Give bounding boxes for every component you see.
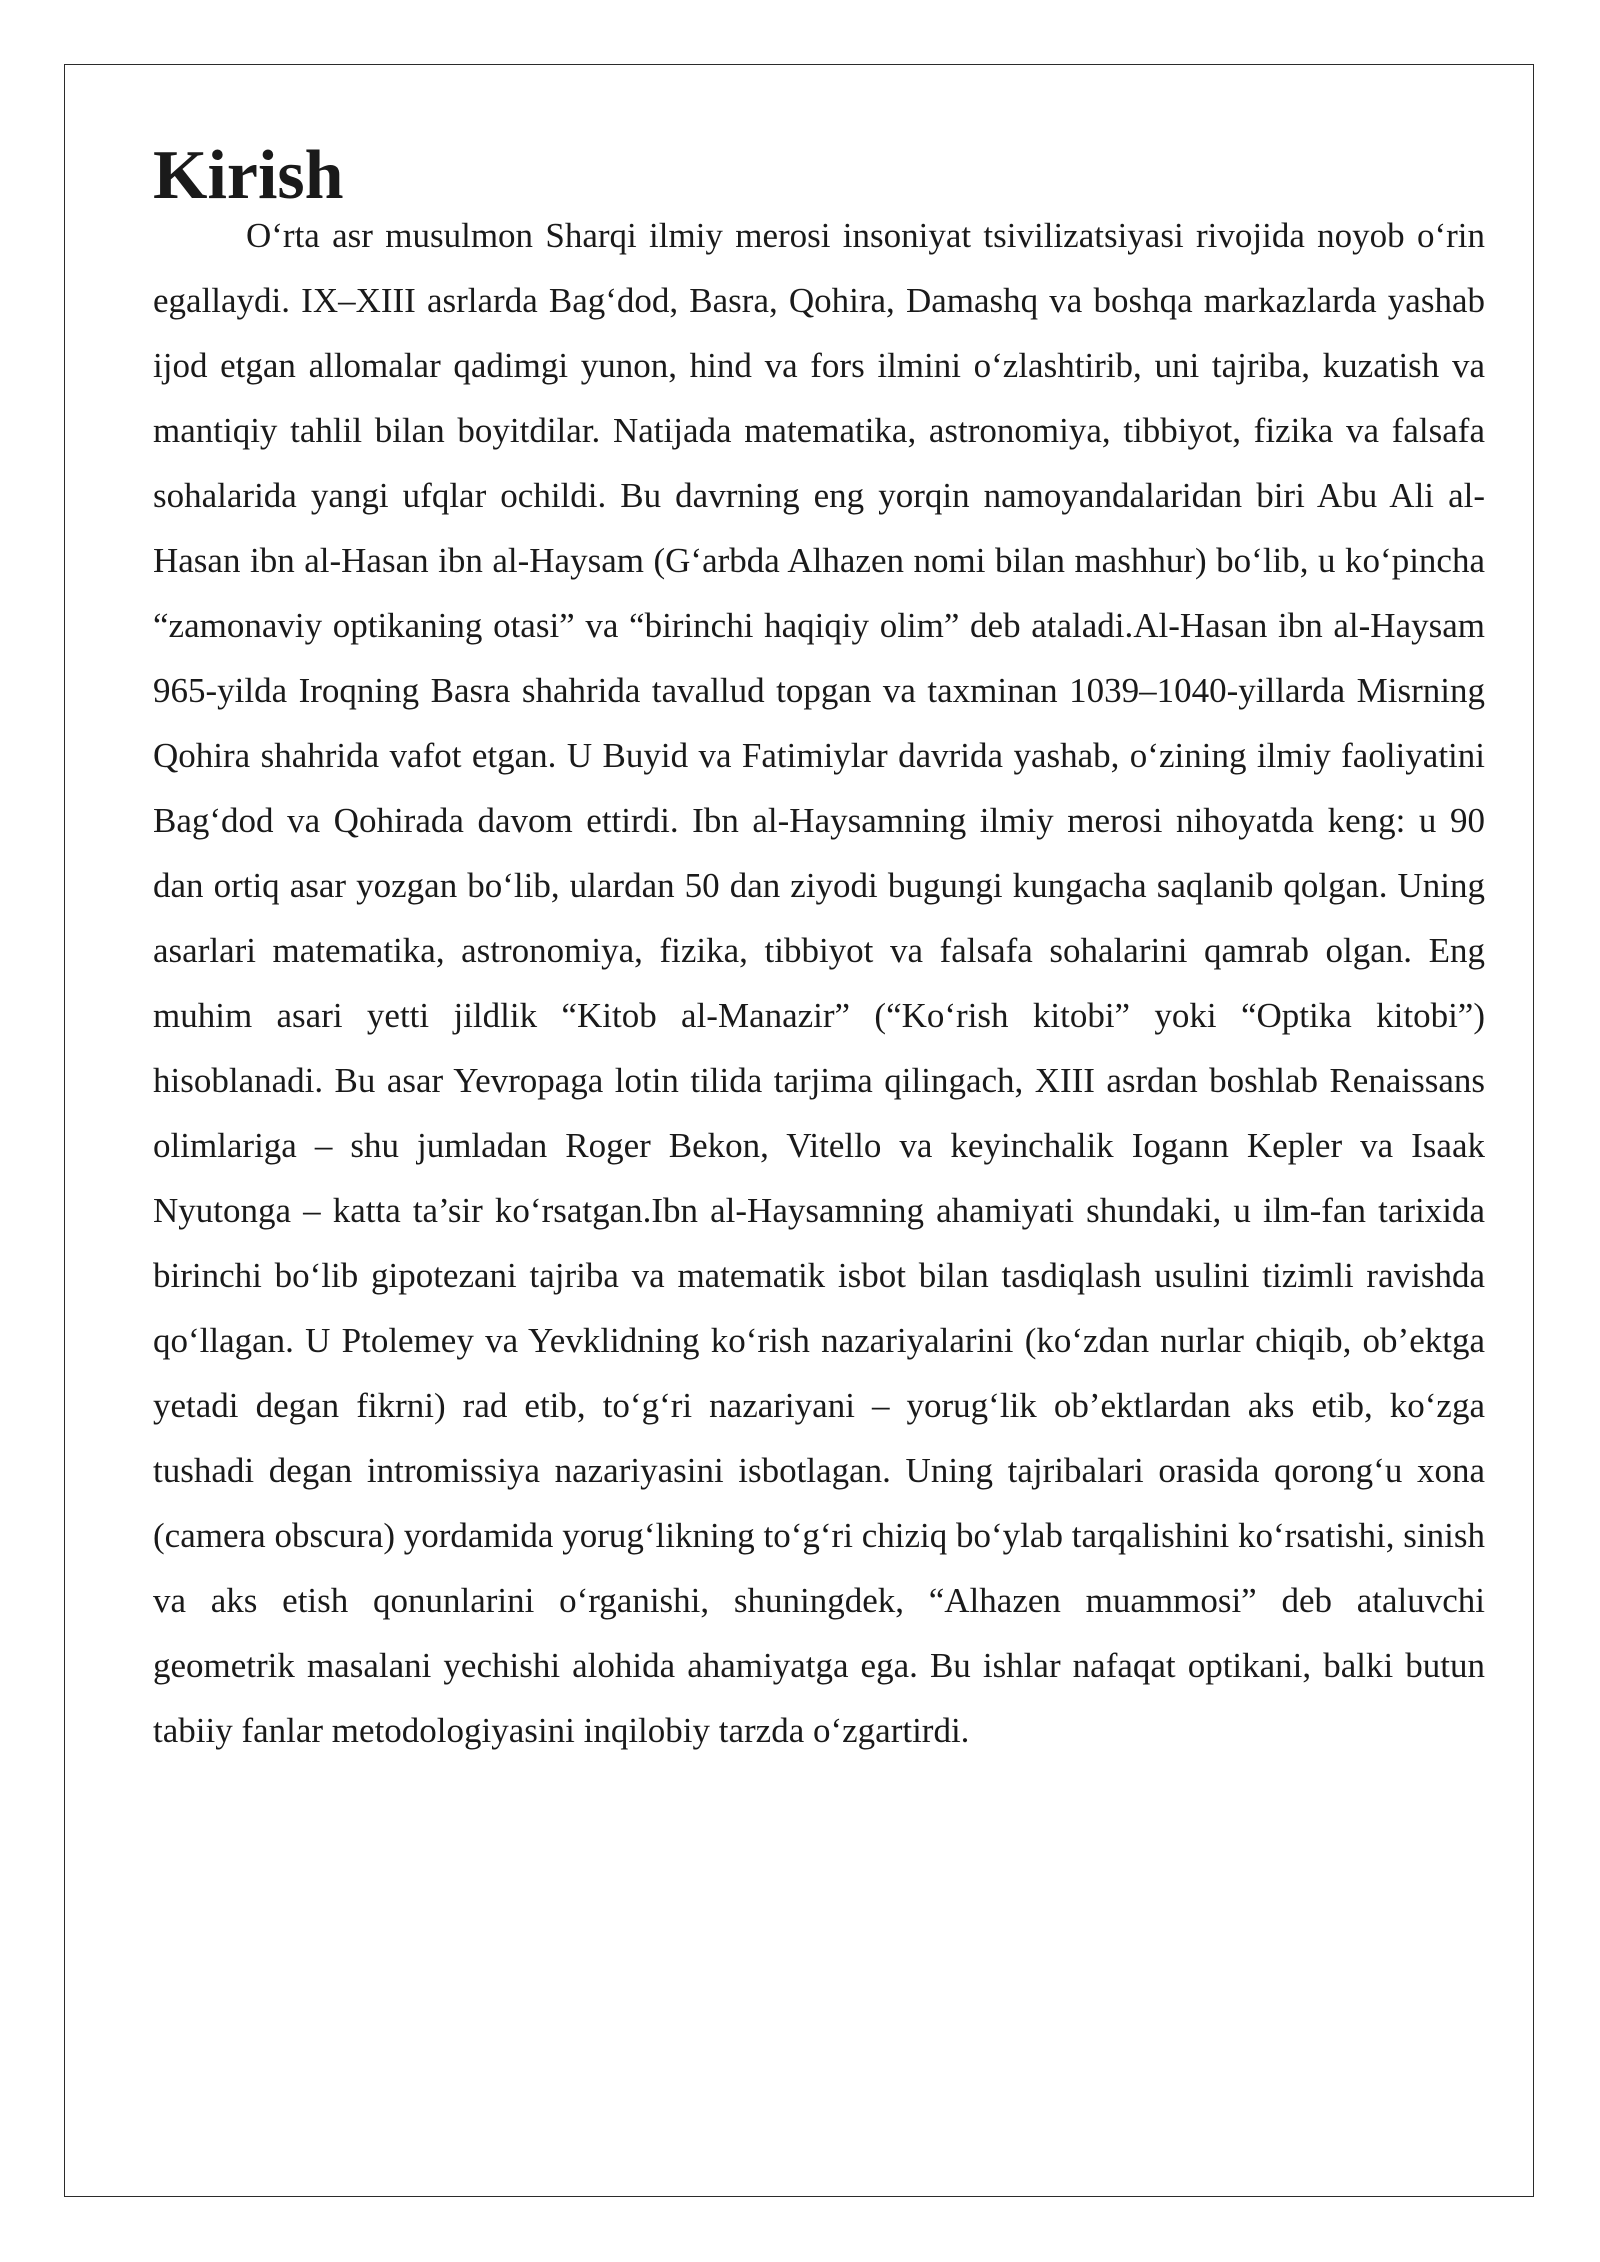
body-paragraph: O‘rta asr musulmon Sharqi ilmiy merosi insoniyat tsivilizatsiyasi rivojida noyob o‘rin egallaydi. IX–XIII asrlarda Bag‘dod, Basra, Qohira, Damashq va boshqa markazlarda yashab ijod etgan allomalar qadimgi yunon, hind va fors ilmini o‘zlashtirib, uni tajriba, kuzatish va mantiqiy tahlil bilan boyitdilar. Natijada matematika, astronomiya, tibbiyot, fizika va falsafa sohalarida yangi ufqlar ochildi. Bu davrning eng yorqin namoyandalaridan biri Abu Ali al-Hasan ibn al-Hasan ibn al-Haysam (G‘arbda Alhazen nomi bilan mashhur) bo‘lib, u ko‘pincha “zamonaviy optikaning otasi” va “birinchi haqiqiy olim” deb ataladi.Al-Hasan ibn al-Haysam 965-yilda Iroqning Basra shahrida tavallud topgan va taxminan 1039–1040-yillarda Misrning Qohira shahrida vafot etgan. U Buyid va Fatimiylar davrida yashab, o‘zining ilmiy faoliyatini Bag‘dod va Qohirada davom ettirdi. Ibn al-Haysamning ilmiy merosi nihoyatda keng: u 90 dan ortiq asar yozgan bo‘lib, ulardan 50 dan ziyodi bugungi kungacha saqlanib qolgan. Uning asarlari matematika, astronomiya, fizika, tibbiyot va falsafa sohalarini qamrab olgan. Eng muhim asari yetti jildlik “Kitob al-Manazir” (“Ko‘rish kitobi” yoki “Optika kitobi”) hisoblanadi. Bu asar Yevropaga lotin tilida tarjima qilingach, XIII asrdan boshlab Renaissans olimlariga – shu jumladan Roger Bekon, Vitello va keyinchalik Iogann Kepler va Isaak Nyutonga – katta ta’sir ko‘rsatgan.Ibn al-Haysamning ahamiyati shundaki, u ilm-fan tarixida birinchi bo‘lib gipotezani tajriba va matematik isbot bilan tasdiqlash usulini tizimli ravishda qo‘llagan. U Ptolemey va Yevklidning ko‘rish nazariyalarini (ko‘zdan nurlar chiqib, ob’ektga yetadi degan fikrni) rad etib, to‘g‘ri nazariyani – yorug‘lik ob’ektlardan aks etib, ko‘zga tushadi degan intromissiya nazariyasini isbotlagan. Uning tajribalari orasida qorong‘u xona (camera obscura) yordamida yorug‘likning to‘g‘ri chiziq bo‘ylab tarqalishini ko‘rsatishi, sinish va aks etish qonunlarini o‘rganishi, shuningdek, “Alhazen muammosi” deb ataluvchi geometrik masalani yechishi alohida ahamiyatga ega. Bu ishlar nafaqat optikani, balki butun tabiiy fanlar metodologiyasini inqilobiy tarzda o‘zgartirdi. (153, 216, 1485, 1750)
document-body (153, 137, 1485, 1763)
section-heading: Kirish (153, 137, 344, 214)
